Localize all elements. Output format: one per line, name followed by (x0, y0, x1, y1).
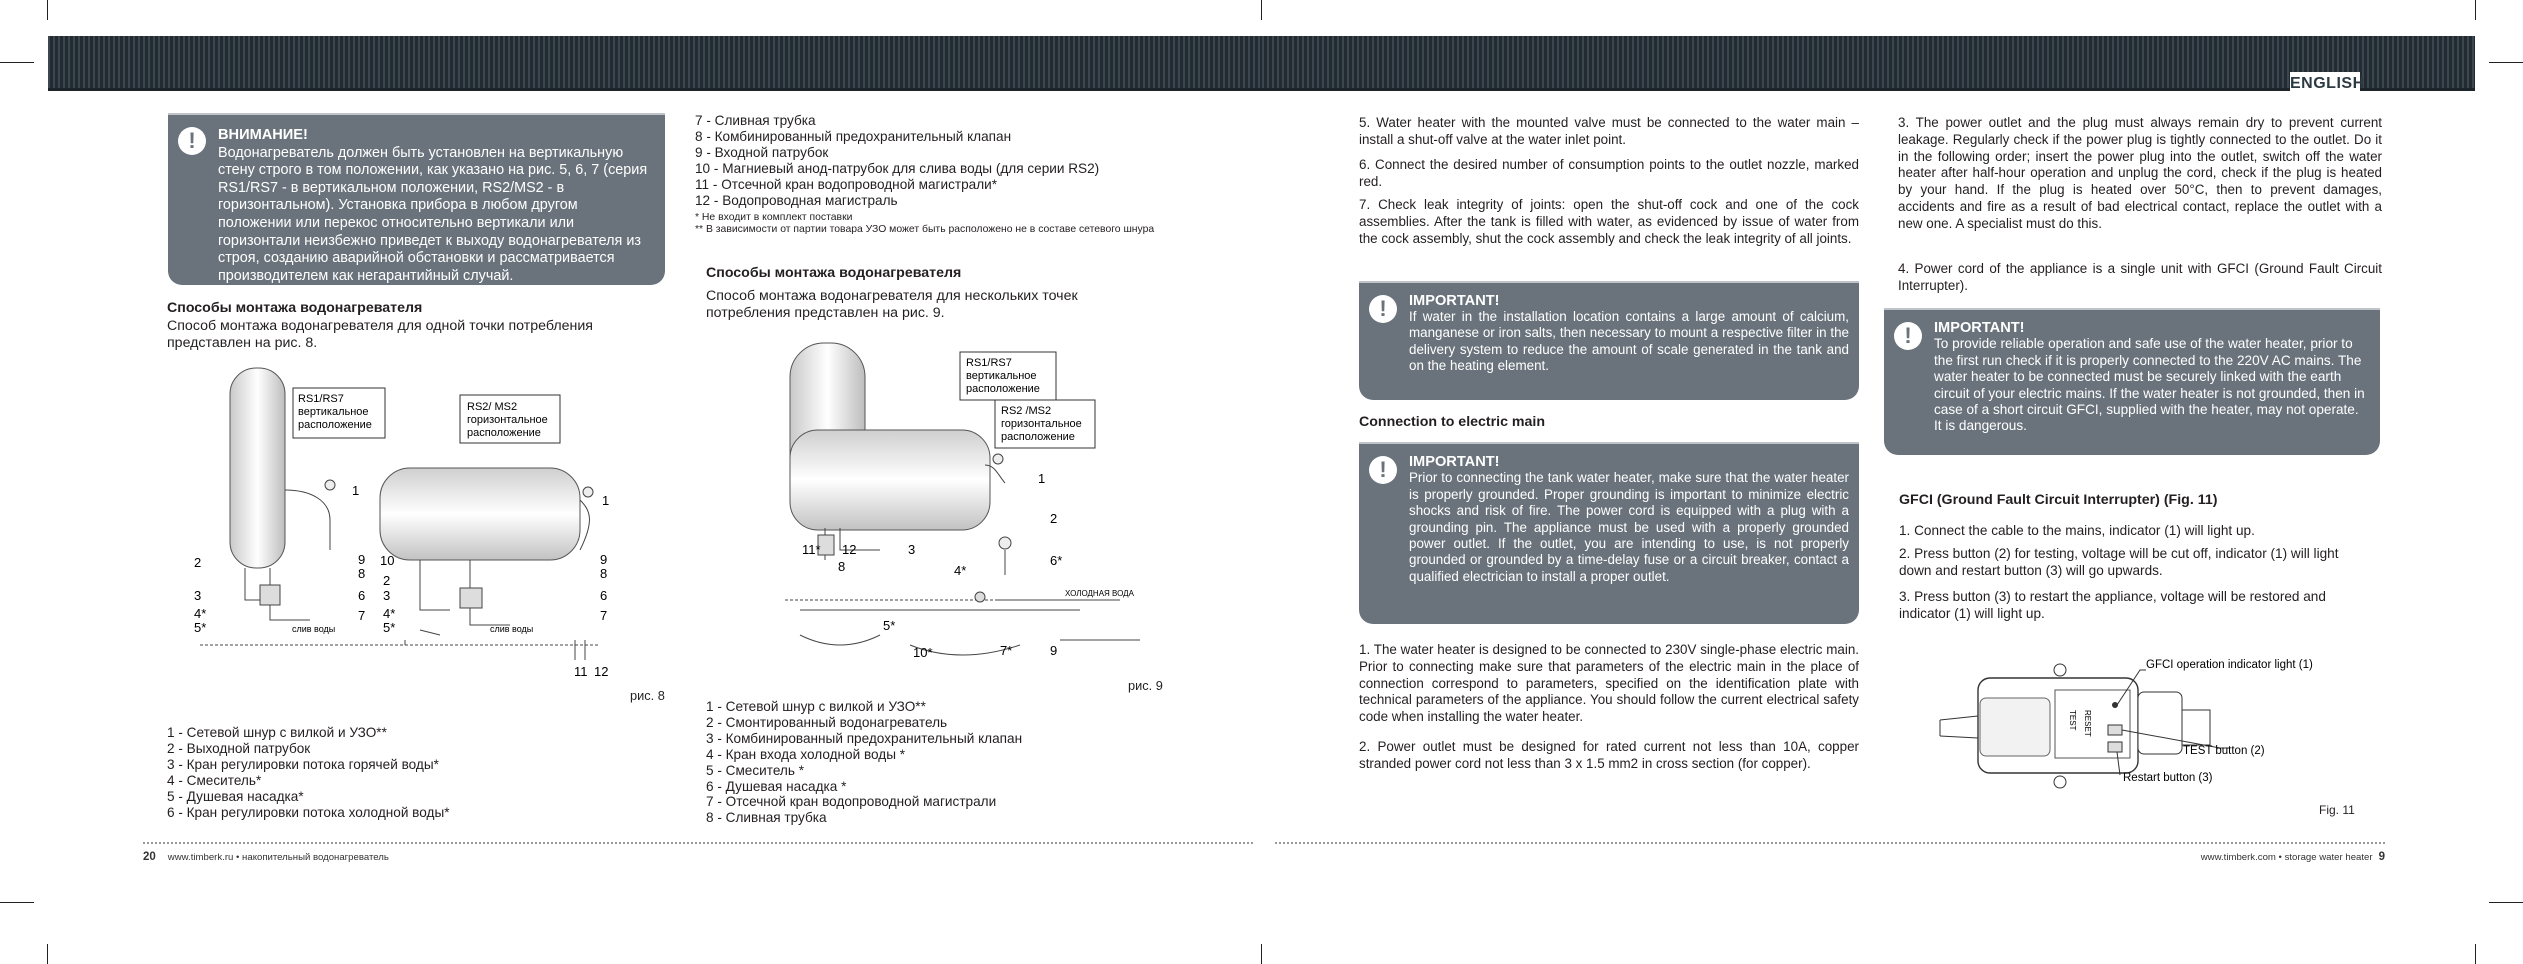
fig8-n2a: 2 (194, 555, 202, 570)
crop-mark (47, 0, 48, 20)
fig9-n1: 1 (1038, 471, 1046, 486)
list-item: 3 - Комбинированный предохранительный клапан (706, 730, 1023, 746)
list-item: 8 - Сливная трубка (706, 810, 827, 826)
parts-list-2 (695, 113, 1099, 208)
electric-heading: Connection to electric main (1359, 414, 1546, 430)
crop-mark (2475, 0, 2476, 20)
fig9-n8: 8 (838, 559, 846, 574)
right-footer-text: www.timberk.com • storage water heater (2200, 852, 2373, 863)
fig8-drain2: слив воды (490, 624, 534, 634)
important-box-1 (1359, 281, 1859, 400)
crop-mark (1261, 944, 1262, 964)
important-box-2 (1359, 442, 1859, 624)
important-text: Prior to connecting the tank water heater, make sure that the water heater is properly grounded. Proper grounding is important to minimize electric shocks and risk of fire. The power cord is equipped with a plug with a grounding pin. The appliance must be used with a properly grounded power outlet. If the outlet, you are intending to use, is not properly grounded or grounded by a time-delay fuse or a circuit breaker, contact a qualified electrician to install a proper outlet. (1409, 470, 1849, 584)
fig8-n1a: 1 (352, 483, 360, 498)
cord-left (1940, 716, 1978, 738)
fig9-cold-water: ХОЛОДНАЯ ВОДА (1065, 589, 1134, 598)
list-item: 1 - Сетевой шнур с вилкой и УЗО** (167, 725, 387, 740)
left-header-bar (48, 36, 1262, 90)
left-footer (143, 851, 389, 863)
footnote: ** В зависимости от партии товара УЗО может быть расположено не в составе сетевого шнура (695, 224, 1155, 235)
list-item: 4 - Кран входа холодной воды * (706, 746, 906, 762)
fig8-label-vertical-3: расположение (298, 419, 372, 431)
power-cord-2 (580, 500, 589, 550)
fig8-label-horizontal-3: расположение (467, 427, 541, 439)
step-6: 6. Connect the desired number of consumption points to the outlet nozzle, marked red. (1359, 157, 1859, 189)
fig9-label-vertical-3: расположение (966, 383, 1040, 395)
electric-step-1: 1. The water heater is designed to be connected to 230V single-phase electric main. Prior to connecting make sure that parameters of the electric main in the place of connection correspond to parameters, specified on the identification plate with technical parameters of the appliance. You should follow the current electrical safety code when installing the water heater. (1359, 642, 1859, 725)
figure-8-diagram (180, 360, 620, 680)
right-page-number: 9 (2378, 851, 2385, 863)
important-title: IMPORTANT! (1409, 454, 1500, 470)
fig8-label-vertical-1: RS1/RS7 (298, 393, 344, 405)
section2-text: Способ монтажа водонагревателя для нескольких точек потребления представлен на рис. 9. (706, 288, 1078, 321)
exclamation-icon: ! (1369, 295, 1397, 323)
fig8-n7b: 7 (600, 608, 608, 623)
fig8-n9a: 9 (358, 552, 366, 567)
fig8-n6b: 6 (600, 588, 608, 603)
exclamation-icon: ! (1369, 456, 1397, 484)
fig8-n12: 12 (594, 664, 609, 679)
gfci-device-text-reset: RESET (2083, 710, 2092, 737)
gfci-device-text-test: TEST (2068, 710, 2077, 731)
electric-step-4: 4. Power cord of the appliance is a single unit with GFCI (Ground Fault Circuit Interrupter). (1898, 261, 2382, 293)
list-item: 12 - Водопроводная магистраль (695, 192, 898, 208)
warning-box-ru (168, 113, 665, 285)
language-tab: ENGLISH (2290, 72, 2360, 96)
list-item: 3 - Кран регулировки потока горячей воды* (167, 756, 439, 772)
fig9-n9: 9 (1050, 643, 1058, 658)
gfci-step-2: 2. Press button (2) for testing, voltage will be cut off, indicator (1) will light down and restart button (3) will go upwards. (1899, 546, 2339, 578)
horizontal-tank (790, 430, 990, 530)
list-item: 8 - Комбинированный предохранительный клапан (695, 128, 1012, 144)
footer-dotted-rule-right (1275, 842, 2385, 844)
fig8-n4b: 4* (383, 606, 396, 621)
parts-list-1 (167, 725, 450, 820)
crop-mark (2489, 62, 2523, 63)
figure-11-caption: Fig. 11 (2319, 803, 2355, 817)
list-item: 4 - Смеситель* (167, 772, 262, 788)
crop-mark (0, 62, 34, 63)
fig9-n3: 3 (908, 542, 916, 557)
list-item: 11 - Отсечной кран водопроводной магистрали* (695, 176, 998, 192)
fig9-n10: 10* (913, 645, 933, 660)
gfci-step-1: 1. Connect the cable to the mains, indicator (1) will light up. (1899, 523, 2255, 538)
left-footer-text: www.timberk.ru • накопительный водонагреватель (167, 852, 389, 863)
fig8-n9b: 9 (600, 552, 608, 567)
important-text: To provide reliable operation and safe use of the water heater, prior to the first run check if it is properly connected to the 220V AC mains. The water heater to be connected must be securely linked with the earth circuit of your electric mains. If the water heater is not grounded, then in case of a short circuit GFCI, supplied with the heater, may not operate. It is dangerous. (1934, 336, 2365, 434)
fig8-n8b: 8 (600, 566, 608, 581)
fig9-n6: 6* (1050, 553, 1063, 568)
right-footer (2200, 851, 2385, 863)
footnote: * Не входит в комплект поставки (695, 212, 853, 223)
list-item: 9 - Входной патрубок (695, 144, 829, 160)
power-cord-1 (285, 490, 330, 550)
fig9-n7: 7* (1000, 643, 1013, 658)
fig8-n4a: 4* (194, 606, 207, 621)
list-item: 2 - Смонтированный водонагреватель (706, 714, 948, 730)
important-title: IMPORTANT! (1409, 293, 1500, 309)
gfci-step-3: 3. Press button (3) to restart the appliance, voltage will be restored and indicator (1) will light up. (1899, 589, 2326, 621)
electric-step-2: 2. Power outlet must be designed for rated current not less than 10A, copper stranded power cord not less than 3 x 1.5 mm2 in cross section (for copper). (1359, 739, 1859, 771)
fig8-n10: 10 (380, 553, 395, 568)
fig8-n1b: 1 (602, 493, 610, 508)
fig8-label-horizontal-1: RS2/ MS2 (467, 401, 518, 413)
warning-text: Водонагреватель должен быть установлен на вертикальную стену строго в том положении, как указано на рис. 5, 6, 7 (серия RS1/RS7 - в вертикальном положении, RS2/MS2 - в горизонтальном). Установка прибора в любом другом положении или перекос относительно вертикали или горизонтали неизбежно приведет к выходу водонагревателя из строя, созданию аварийной обстановки и рассматривается производителем как негарантийный случай. (218, 144, 648, 284)
fig8-n7a: 7 (358, 608, 366, 623)
step-5: 5. Water heater with the mounted valve must be connected to the water main – install a shut-off valve at the water inlet point. (1359, 115, 1859, 147)
footer-dotted-rule-left (143, 842, 1253, 844)
important-box-3 (1884, 308, 2380, 455)
important-text: If water in the installation location contains a large amount of calcium, manganese or iron salts, then necessary to mount a respective filter in the delivery system to reduce the amount of scale generated in the tank and on the heating element. (1409, 309, 1849, 373)
list-item: 5 - Смеситель * (706, 762, 805, 778)
fig8-n3b: 3 (383, 588, 391, 603)
fig11-label-test: TEST button (2) (2183, 745, 2265, 757)
horizontal-tank (380, 468, 580, 560)
fig11-label-restart: Restart button (3) (2123, 772, 2213, 784)
cord-right (2182, 710, 2210, 745)
fig8-n2b: 2 (383, 573, 391, 588)
fig9-n2: 2 (1050, 511, 1058, 526)
fig9-label-vertical-1: RS1/RS7 (966, 357, 1012, 369)
section1-title: Способы монтажа водонагревателя (167, 300, 423, 316)
crop-mark (2489, 902, 2523, 903)
list-item: 7 - Отсечной кран водопроводной магистрали (706, 794, 997, 810)
fig8-n3a: 3 (194, 588, 202, 603)
crop-mark (2475, 944, 2476, 964)
crop-mark (47, 944, 48, 964)
figure-11-gfci-device (1920, 650, 2380, 800)
fig8-drain1: слив воды (292, 624, 336, 634)
step-7: 7. Check leak integrity of joints: open the shut-off cock and one of the cock assemblies. After the tank is filled with water, as evidenced by issue of water from the cock assembly, shut the cock assembly and check the leak integrity of all joints. (1359, 197, 1859, 246)
fig8-n5a: 5* (194, 620, 207, 635)
exclamation-icon: ! (178, 127, 206, 155)
gfci-heading: GFCI (Ground Fault Circuit Interrupter) (Fig. 11) (1899, 492, 2218, 508)
fig8-label-vertical-2: вертикальное (298, 406, 369, 418)
list-item: 6 - Душевая насадка * (706, 778, 847, 794)
list-item: 5 - Душевая насадка* (167, 788, 304, 804)
list-item: 7 - Сливная трубка (695, 113, 816, 128)
warning-title: ВНИМАНИЕ! (218, 127, 308, 143)
fig9-n5: 5* (883, 618, 896, 633)
fig9-label-horizontal-3: расположение (1001, 431, 1075, 443)
fig8-label-horizontal-2: горизонтальное (467, 414, 548, 426)
vertical-tank (230, 368, 285, 568)
crop-mark (1261, 0, 1262, 20)
fig9-label-horizontal-2: горизонтальное (1001, 418, 1082, 430)
list-item: 1 - Сетевой шнур с вилкой и УЗО** (706, 699, 926, 714)
figure-9-caption: рис. 9 (1128, 678, 1163, 693)
figure-9-diagram (780, 335, 1150, 675)
left-page-number: 20 (143, 851, 156, 863)
fig9-n4: 4* (954, 563, 967, 578)
section1-text: Способ монтажа водонагревателя для одной точки потребления представлен на рис. 8. (167, 318, 593, 351)
header-rule (48, 88, 2475, 91)
parts-list-3 (706, 699, 1022, 826)
fig11-label-indicator: GFCI operation indicator light (1) (2146, 659, 2313, 671)
fig8-n6a: 6 (358, 588, 366, 603)
fig9-n11: 11* (802, 542, 821, 557)
exclamation-icon: ! (1894, 322, 1922, 350)
list-item: 6 - Кран регулировки потока холодной воды* (167, 804, 450, 820)
crop-mark (0, 902, 34, 903)
footnotes (695, 212, 1165, 236)
fig8-n8a: 8 (358, 566, 366, 581)
electric-step-3: 3. The power outlet and the plug must always remain dry to prevent current leakage. Regularly check if the power plug is tightly connected to the outlet. Do it in the following order; insert the power plug into the outlet, switch off the water heater after half-hour operation and unplug the cord, check if the plug is heated by your hand. If the plug is heated over 50°C, then to prevent damages, accidents and fire as a result of bad electrical contact, replace the outlet with a new one. A specialist must do this. (1898, 115, 2382, 231)
fig9-label-horizontal-1: RS2 /MS2 (1001, 405, 1052, 417)
section2-title: Способы монтажа водонагревателя (706, 265, 962, 281)
fig8-n11: 11 (574, 664, 588, 679)
fig9-n12: 12 (842, 542, 857, 557)
important-title: IMPORTANT! (1934, 320, 2025, 336)
list-item: 2 - Выходной патрубок (167, 740, 311, 756)
list-item: 10 - Магниевый анод-патрубок для слива воды (для серии RS2) (695, 160, 1100, 176)
fig9-label-vertical-2: вертикальное (966, 370, 1037, 382)
figure-8-caption: рис. 8 (630, 688, 665, 703)
fig8-n5b: 5* (383, 620, 396, 635)
